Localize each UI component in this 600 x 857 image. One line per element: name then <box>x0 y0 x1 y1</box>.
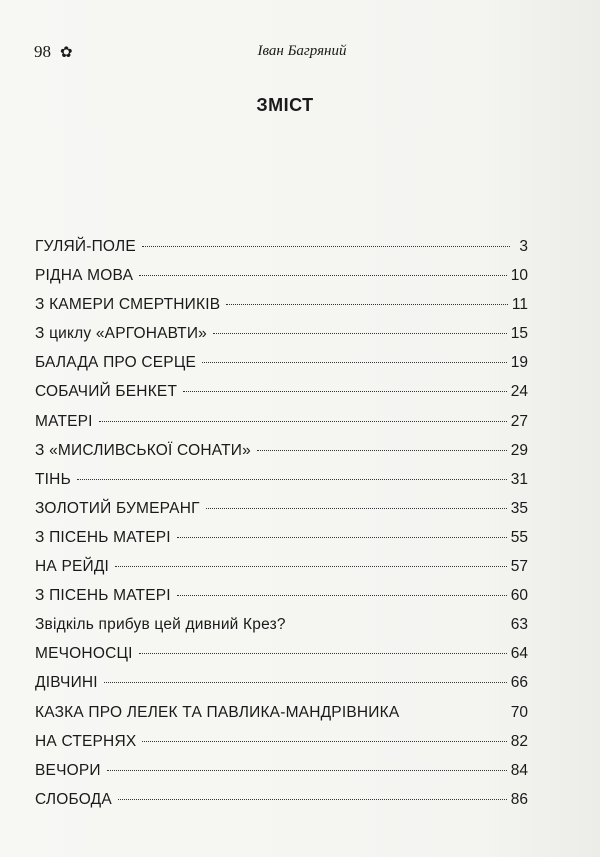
toc-entry <box>35 442 528 471</box>
toc-entry <box>35 296 528 325</box>
toc-entry-page-number: 55 <box>510 528 528 546</box>
toc-entry-title: КАЗКА ПРО ЛЕЛЕК ТА ПАВЛИКА-МАНДРІВНИКА <box>35 703 400 721</box>
toc-leader-dots <box>177 537 507 538</box>
toc-entry-title: ВЕЧОРИ <box>35 761 101 779</box>
toc-entry <box>35 674 528 703</box>
toc-entry-title: ГУЛЯЙ-ПОЛЕ <box>35 238 136 255</box>
toc-entry <box>35 558 528 587</box>
toc-entry-title: РІДНА МОВА <box>35 267 134 285</box>
toc-leader-dots <box>405 712 506 713</box>
toc-entry-page-number: 35 <box>510 499 528 517</box>
toc-leader-dots <box>226 304 508 305</box>
toc-entry-page-number: 19 <box>510 354 528 372</box>
toc-leader-dots <box>118 799 507 800</box>
toc-entry-title: З ПІСЕНЬ МАТЕРІ <box>35 587 171 605</box>
toc-entry-page-number: 10 <box>510 267 528 285</box>
toc-entry <box>35 762 528 791</box>
toc-entry-title: МЕЧОНОСЦІ <box>35 645 133 663</box>
toc-entry-page-number: 66 <box>510 674 528 692</box>
toc-entry <box>35 616 528 645</box>
toc-leader-dots <box>292 624 507 625</box>
toc-entry-title: З циклу «АРГОНАВТИ» <box>35 325 207 343</box>
toc-entry-page-number: 24 <box>510 383 528 401</box>
toc-entry-page-number: 57 <box>510 558 528 576</box>
toc-entry <box>35 500 528 529</box>
toc-entry <box>35 238 528 267</box>
page-title: ЗМІСТ <box>256 95 314 115</box>
toc-entry-title: НА РЕЙДІ <box>35 558 110 576</box>
toc-leader-dots <box>213 333 507 334</box>
toc-entry-title: НА СТЕРНЯХ <box>35 732 137 750</box>
toc-entry-page-number: 29 <box>510 441 528 459</box>
toc-leader-dots <box>107 770 507 771</box>
toc-leader-dots <box>115 566 507 567</box>
toc-leader-dots <box>99 421 507 422</box>
toc-entry-title: МАТЕРІ <box>35 412 93 430</box>
toc-entry-page-number: 60 <box>510 587 528 605</box>
toc-entry-title: ЗОЛОТИЙ БУМЕРАНГ <box>35 499 200 517</box>
page-header <box>34 42 570 66</box>
toc-entry <box>35 383 528 412</box>
toc-entry-title: ТІНЬ <box>35 470 71 488</box>
toc-entry <box>35 704 528 733</box>
toc-leader-dots <box>139 275 507 276</box>
toc-leader-dots <box>202 362 507 363</box>
toc-entry-page-number: 63 <box>510 616 528 634</box>
toc-entry-page-number: 82 <box>510 732 528 750</box>
toc-entry-title: З ПІСЕНЬ МАТЕРІ <box>35 528 171 546</box>
toc-entry-page-number: 31 <box>510 470 528 488</box>
toc-entry-page-number: 15 <box>510 325 528 343</box>
toc-leader-dots <box>142 246 510 247</box>
toc-entry-title: З «МИСЛИВСЬКОЇ СОНАТИ» <box>35 441 251 459</box>
toc-entry-page-number: 64 <box>510 645 528 663</box>
ornament-icon: ✿ <box>60 45 73 61</box>
toc-entry <box>35 471 528 500</box>
toc-entry-page-number: 86 <box>510 790 528 808</box>
toc-entry <box>35 325 528 354</box>
toc-entry <box>35 354 528 383</box>
toc-entry-title: ДІВЧИНІ <box>35 674 98 692</box>
toc-entry-title: СОБАЧИЙ БЕНКЕТ <box>35 383 178 401</box>
toc-leader-dots <box>77 479 507 480</box>
toc-entry <box>35 529 528 558</box>
toc-leader-dots <box>104 682 507 683</box>
toc-leader-dots <box>177 595 507 596</box>
toc-entry-title: Звідкіль прибув цей дивний Крез? <box>35 616 286 634</box>
toc-entry-title: БАЛАДА ПРО СЕРЦЕ <box>35 354 197 372</box>
toc-entry-title: СЛОБОДА <box>35 790 112 808</box>
toc-leader-dots <box>257 450 507 451</box>
toc-entry-page-number: 70 <box>510 703 528 721</box>
toc-entry <box>35 267 528 296</box>
toc-entry <box>35 587 528 616</box>
toc-entry <box>35 645 528 674</box>
toc-leader-dots <box>206 508 507 509</box>
toc-entry-page-number: 84 <box>510 761 528 779</box>
page-number: 98 <box>34 42 51 61</box>
toc-leader-dots <box>139 653 507 654</box>
toc-entry <box>35 413 528 442</box>
toc-entry-page-number: 11 <box>511 296 528 314</box>
toc-leader-dots <box>142 741 506 742</box>
toc-entry <box>35 791 528 820</box>
toc-leader-dots <box>183 391 507 392</box>
toc-entry <box>35 733 528 762</box>
toc-entry-page-number: 27 <box>510 412 528 430</box>
running-head-author: Іван Багряний <box>257 43 347 59</box>
toc-entry-title: З КАМЕРИ СМЕРТНИКІВ <box>35 296 221 314</box>
table-of-contents <box>35 238 528 820</box>
toc-entry-page-number: 3 <box>519 238 528 255</box>
